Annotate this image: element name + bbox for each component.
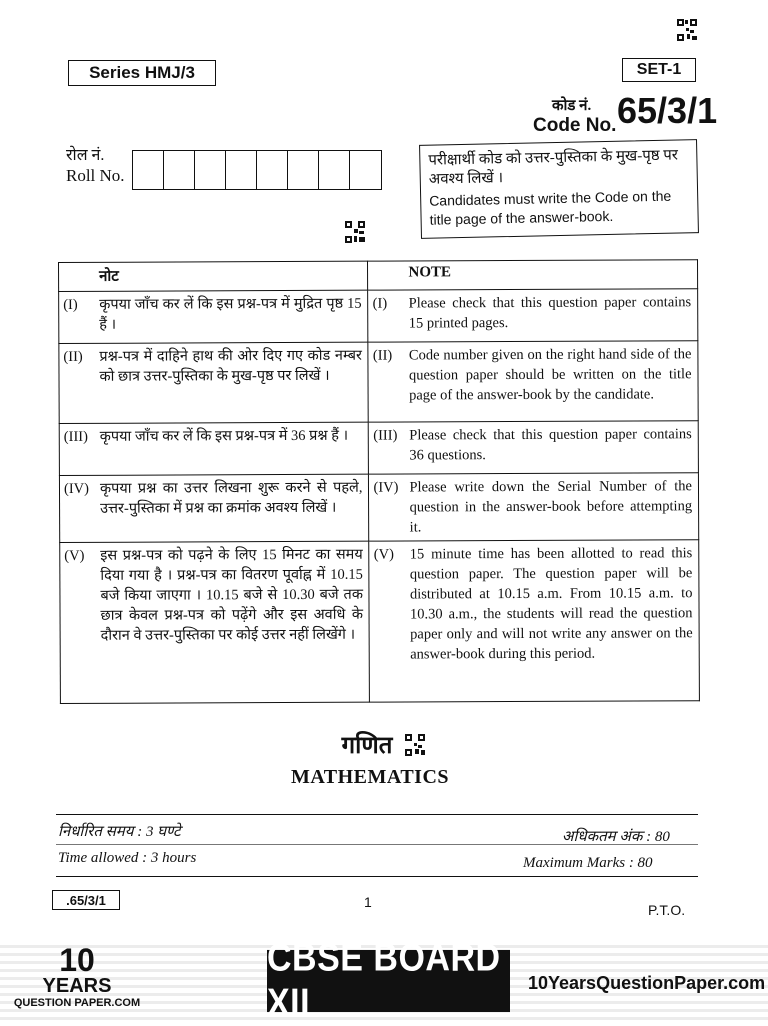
roll-digit-box[interactable] [195, 151, 226, 189]
qr-code-icon [676, 18, 698, 42]
note-text-hindi: कृपया प्रश्न का उत्तर लिखना शुरू करने से पहले, उत्तर-पुस्तिका में प्रश्न का क्रमांक अवश्य लिखें । [99, 479, 363, 517]
site-link[interactable]: 10YearsQuestionPaper.com [528, 973, 766, 993]
maximum-marks-hindi: अधिकतम अंक : 80 [562, 829, 670, 845]
roll-label-hindi: रोल नं. [66, 147, 105, 164]
note-text-hindi: कृपया जाँच कर लें कि इस प्रश्न-पत्र में 36 प्रश्न हैं । [99, 427, 349, 445]
note-number: (III) [63, 428, 88, 445]
footer-code: .65/3/1 [52, 890, 120, 910]
note-number: (IV) [373, 479, 399, 496]
note-cell [368, 341, 698, 422]
site-logo[interactable] [12, 944, 142, 1010]
note-cell-hindi [59, 342, 369, 423]
note-number: (I) [63, 296, 78, 313]
note-cell [369, 540, 699, 702]
divider [56, 876, 698, 877]
divider [56, 844, 698, 845]
note-text: Please check that this question paper contains 36 questions. [409, 426, 692, 464]
subject-title-row [0, 728, 768, 761]
roll-digit-box[interactable] [257, 151, 288, 189]
note-row [59, 289, 698, 344]
note-number: (III) [373, 427, 398, 444]
note-row [59, 473, 698, 543]
subject-title-hindi: गणित [341, 733, 393, 759]
code-number: 65/3/1 [617, 90, 718, 131]
board-title: CBSE BOARD XII [267, 950, 510, 1012]
note-number: (II) [372, 347, 393, 364]
time-allowed-hindi: निर्धारित समय : 3 घण्टे [58, 824, 181, 840]
note-cell-hindi [59, 290, 369, 343]
qr-code-icon [404, 733, 426, 757]
set-label: SET-1 [622, 58, 696, 82]
note-text-hindi: कृपया जाँच कर लें कि इस प्रश्न-पत्र में मुद्रित पृष्ठ 15 हैं । [99, 295, 362, 333]
note-text: Please check that this question paper contains 15 printed pages. [408, 294, 692, 332]
candidate-instruction-hindi: परीक्षार्थी कोड को उत्तर-पुस्तिका के मुख-पृष्ठ पर अवश्य लिखें । [428, 147, 679, 188]
note-text: Code number given on the right hand side of the question paper should be written on the title page of the answer-book by the candidate. [408, 346, 692, 404]
note-row [60, 540, 700, 704]
candidate-instruction-box [419, 139, 699, 239]
note-cell-hindi [59, 474, 369, 542]
maximum-marks: Maximum Marks : 80 [523, 855, 653, 871]
note-number: (II) [63, 348, 83, 365]
notes-header-row [59, 260, 698, 292]
note-row [59, 341, 698, 424]
notes-table [58, 259, 700, 704]
pto-label: P.T.O. [648, 902, 686, 918]
roll-digit-box[interactable] [288, 151, 319, 189]
note-cell [369, 473, 699, 541]
note-cell [369, 421, 699, 474]
note-text-hindi: प्रश्न-पत्र में दाहिने हाथ की ओर दिए गए कोड नम्बर को छात्र उत्तर-पुस्तिका के मुख-पृष्ठ पर लिखें । [99, 347, 362, 385]
note-text: Please write down the Serial Number of the question in the answer-book before attempting it. [409, 478, 693, 536]
logo-years: YEARS [42, 975, 112, 997]
note-cell-hindi [59, 422, 369, 475]
note-number: (IV) [63, 480, 89, 497]
note-cell-hindi [60, 541, 370, 703]
qr-code-icon [344, 220, 366, 244]
note-number: (V) [64, 547, 85, 564]
divider [56, 814, 698, 815]
roll-digit-box[interactable] [164, 151, 195, 189]
note-cell [368, 289, 698, 342]
page-number: 1 [364, 894, 372, 910]
code-label: Code No. [533, 115, 617, 136]
series-label: Series HMJ/3 [68, 60, 216, 86]
roll-number-boxes[interactable] [132, 150, 382, 190]
note-text-hindi: इस प्रश्न-पत्र को पढ़ने के लिए 15 मिनट का समय दिया गया है । प्रश्न-पत्र का वितरण पूर्वाह्न में 10.15 बजे किया जाएगा । 10.15 बजे से 10.30 बजे तक छात्र केवल प्रश्न-पत्र को पढ़ेंगे और इस अवधि के दौरान वे उत्तर-पुस्तिका पर कोई उत्तर नहीं लिखेंगे । [100, 546, 364, 644]
roll-digit-box[interactable] [226, 151, 257, 189]
candidate-instruction: Candidates must write the Code on the title page of the answer-book. [429, 187, 672, 228]
note-text: 15 minute time has been allotted to read this question paper. The question paper will be distributed at 10.15 a.m. From 10.15 a.m. to 10.30 a.m., the students will read the question paper only and will not write any answer on the answer-book during this period. [409, 545, 693, 663]
note-row [59, 421, 698, 476]
notes-header: NOTE [368, 260, 698, 290]
logo-number: 10 [59, 942, 95, 978]
notes-header-hindi: नोट [59, 261, 369, 291]
roll-digit-box[interactable] [350, 151, 381, 189]
roll-digit-box[interactable] [319, 151, 350, 189]
note-number: (V) [373, 546, 394, 563]
code-label-hindi: कोड नं. [552, 98, 592, 114]
subject-title: MATHEMATICS [290, 766, 450, 788]
note-number: (I) [372, 295, 388, 312]
roll-label: Roll No. [66, 166, 125, 185]
time-allowed: Time allowed : 3 hours [58, 850, 197, 866]
roll-digit-box[interactable] [133, 151, 164, 189]
logo-subtitle: QUESTION PAPER.COM [13, 997, 141, 1009]
